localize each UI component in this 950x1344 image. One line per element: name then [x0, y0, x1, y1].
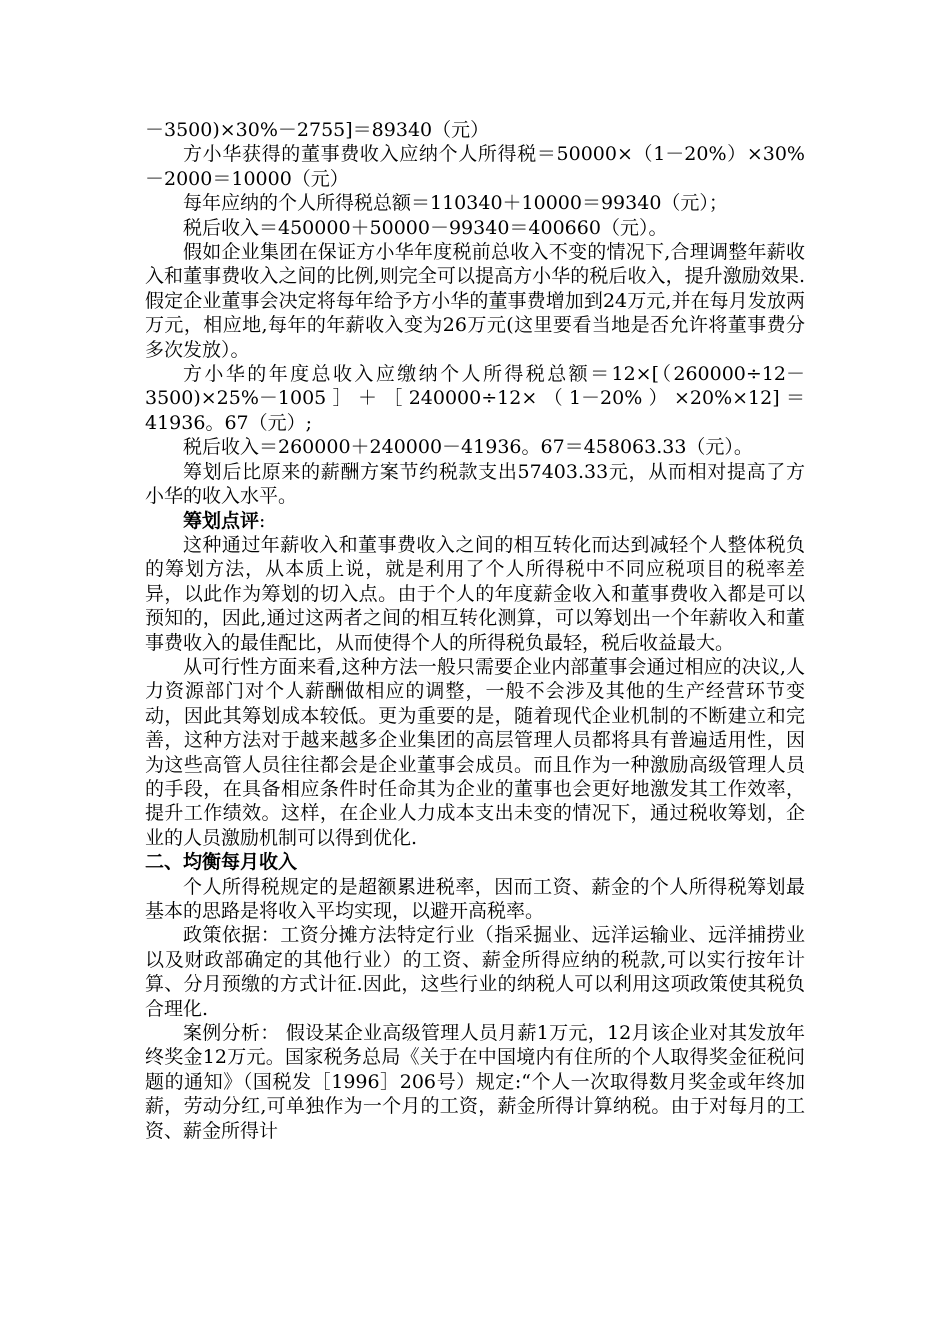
paragraph-new-after-tax-income: 税后收入＝260000＋240000－41936。67＝458063.33（元）。 [183, 436, 753, 459]
paragraph-review-heading [145, 509, 805, 533]
paragraph-adjustment-scenario: 假如企业集团在保证方小华年度税前总收入不变的情况下,合理调整年薪收入和董事费收入之间的比例,则完全可以提高方小华的税后收入，提升激励效果.假定企业董事会决定将每年给予方小华的董事费增加到24万元,并在每月发放两万元，相应地,每年的年薪收入变为26万元(这里要看当地是否允许将董事费分多次发放）。 [145, 241, 805, 361]
review-colon: : [259, 509, 266, 532]
paragraph-director-fee-tax: 方小华获得的董事费收入应纳个人所得税＝50000×（1－20%）×30%－2000＝10000（元） [145, 143, 805, 190]
paragraph-after-tax-income: 税后收入＝450000＋50000－99340＝400660（元）。 [183, 216, 668, 239]
paragraph-review-body: 这种通过年薪收入和董事费收入之间的相互转化而达到减轻个人整体税负的筹划方法，从本质上说，就是利用了个人所得税中不同应税项目的税率差异，以此作为筹划的切入点。由于个人的年度薪金收入和董事费收入都是可以预知的，因此,通过这两者之间的相互转化测算，可以筹划出一个年薪收入和董事费收入的最佳配比，从而使得个人的所得税负最轻，税后收益最大。 [145, 533, 805, 654]
paragraph-continuation: －3500)×30%－2755]＝89340（元） [145, 119, 490, 141]
paragraph-feasibility: 从可行性方面来看,这种方法一般只需要企业内部董事会通过相应的决议,人力资源部门对个人薪酬做相应的调整，一般不会涉及其他的生产经营环节变动，因此其筹划成本较低。更为重要的是，随着现代企业机制的不断建立和完善，这种方法对于越来越多企业集团的高层管理人员都将具有普遍适用性，因为这些高管人员往往都会是企业董事会成员。而且作为一种激励高级管理人员的手段，在具备相应条件时任命其为企业的董事也会更好地激发其工作效率，提升工作绩效。这样，在企业人力成本支出未变的情况下，通过税收筹划，企业的人员激励机制可以得到优化. [145, 655, 805, 849]
paragraph-progressive-rate: 个人所得税规定的是超额累进税率，因而工资、薪金的个人所得税筹划最基本的思路是将收入平均实现，以避开高税率。 [145, 875, 805, 922]
paragraph-savings: 筹划后比原来的薪酬方案节约税款支出57403.33元，从而相对提高了方小华的收入水平。 [145, 460, 805, 508]
paragraph-new-tax-total: 方小华的年度总收入应缴纳个人所得税总额＝12×[（260000÷12－3500)×25%－1005］＋［240000÷12×（1－20%）×20%×12]＝41936。67（元）; [145, 363, 805, 434]
section-heading-monthly-income: 二、均衡每月收入 [145, 851, 298, 874]
review-label: 筹划点评 [183, 509, 260, 532]
paragraph-annual-tax-total: 每年应纳的个人所得税总额＝110340＋10000＝99340（元）； [183, 192, 728, 215]
paragraph-case-analysis: 案例分析： 假设某企业高级管理人员月薪1万元，12月该企业对其发放年终奖金12万元。国家税务总局《关于在中国境内有住所的个人取得奖金征税问题的通知》（国税发［1996］206号）规定:“个人一次取得数月奖金或年终加薪，劳动分红,可单独作为一个月的工资，薪金所得计算纳税。由于对每月的工资、薪金所得计 [145, 1022, 805, 1142]
document-page [145, 118, 805, 1143]
paragraph-policy-basis: 政策依据：工资分摊方法特定行业（指采掘业、远洋运输业、远洋捕捞业以及财政部确定的其他行业）的工资、薪金所得应纳的税款,可以实行按年计算、分月预缴的方式计征.因此，这些行业的纳税人可以利用这项政策使其税负合理化. [145, 924, 805, 1020]
